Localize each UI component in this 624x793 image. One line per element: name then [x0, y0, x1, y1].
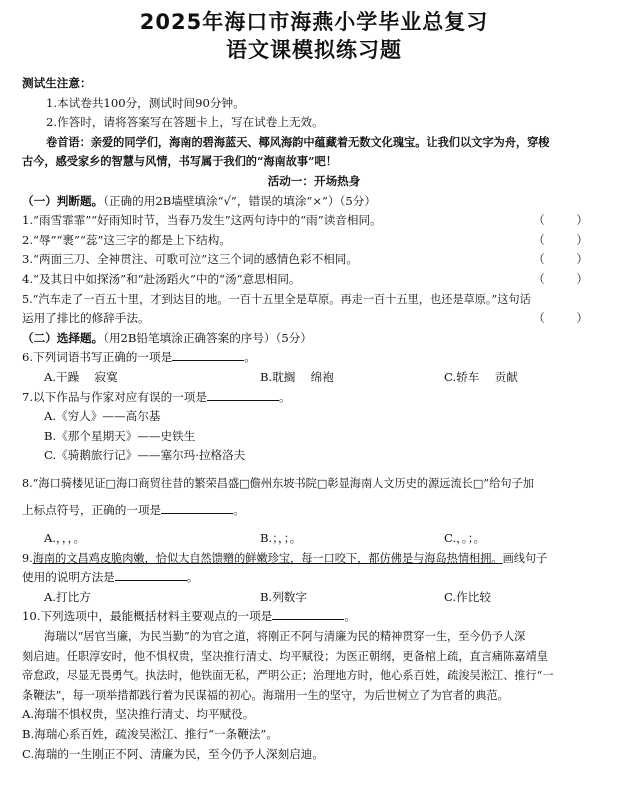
- section1-title: （一）判断题。: [22, 193, 104, 208]
- question-6: 6.下列词语书写正确的一项是 。: [22, 350, 256, 365]
- underlined-sentence: 海南的文昌鸡皮脆肉嫩，恰似大自然馈赠的鲜嫩珍宝，每一口咬下，都仿佛是与海岛热情相拥。: [32, 551, 503, 565]
- question-8-options: [22, 529, 606, 549]
- exam-title-line2: 语文课模拟练习题: [226, 38, 402, 62]
- answer-blank: [172, 348, 244, 361]
- material-line-4: 条鞭法”，每一项举措都践行着为民谋福的初心。海瑞用一生的坚守，为后世树立了为官者的典范。: [22, 688, 509, 702]
- notice-item-2: 2.作答时，请将答案写在答题卡上，写在试卷上无效。: [46, 115, 324, 130]
- question-9-line-1: 9.海南的文昌鸡皮脆肉嫩，恰似大自然馈赠的鲜嫩珍宝，每一口咬下，都仿佛是与海岛热情相拥。画线句子: [22, 551, 548, 565]
- activity-heading: 活动一：开场热身: [267, 173, 361, 188]
- material-line-1: 海瑞以“居官当廉，为民当勤”的为官之道，将刚正不阿与清廉为民的精神贯穿一生，至今仍予人深: [44, 630, 526, 644]
- question-3: [22, 250, 606, 270]
- question-3-text: 3.“两面三刀、全神贯注、可歌可泣”这三个词的感情色彩不相同。: [22, 252, 358, 267]
- question-5-line-2: [22, 309, 606, 329]
- foreword-line-2: 古今，感受家乡的智慧与风情，书写属于我们的“海南故事”吧！: [22, 154, 337, 169]
- section2-instructions: （用2B铅笔填涂正确答案的序号）（5分）: [103, 330, 312, 345]
- material-line-2: 刻启迪。任职淳安时，他不惧权贵，坚决推行清丈、均平赋役；为医正朝纲，更备棺上疏，直言痛陈嘉靖皇: [22, 649, 548, 663]
- question-2: [22, 231, 606, 251]
- question-8-line-1: 8.“海口骑楼见证□海口商贸往昔的繁荣昌盛□儋州东坡书院□彰显海南人文历史的源远流长□”给句子加: [22, 476, 534, 490]
- option-c: C.，。；。: [444, 531, 486, 546]
- question-10-option-c: C.海瑞的一生刚正不阿、清廉为民，至今仍予人深刻启迪。: [22, 746, 324, 761]
- answer-blank: [272, 607, 344, 620]
- question-8-stem: 上标点符号，正确的一项是: [22, 503, 162, 518]
- foreword-line-1: 卷首语：亲爱的同学们，海南的碧海蓝天、椰风海韵中蕴藏着无数文化瑰宝。让我们以文字为舟，穿梭: [46, 134, 550, 149]
- option-a: A.打比方: [44, 589, 91, 604]
- question-1: [22, 211, 606, 231]
- answer-blank: [161, 501, 233, 514]
- question-10-option-a: A.海瑞不惧权贵，坚决推行清丈、均平赋役。: [22, 707, 255, 722]
- answer-blank: [115, 568, 187, 581]
- question-7-option-b: B.《那个星期天》——史铁生: [44, 428, 196, 443]
- answer-blank: [207, 388, 279, 401]
- question-10-option-b: B.海瑞心系百姓，疏浚吴淞江、推行“一条鞭法”。: [22, 727, 278, 741]
- question-5-text: 运用了排比的修辞手法。: [22, 311, 150, 326]
- exam-title-line1: 2025年海口市海燕小学毕业总复习: [139, 10, 489, 34]
- section2-heading: [22, 329, 606, 349]
- answer-paren: （ ）: [533, 213, 602, 228]
- question-10-stem: 10.下列选项中，最能概括材料主要观点的一项是: [22, 609, 273, 624]
- notice-item-1: 1.本试卷共100分，测试时间90分钟。: [46, 95, 245, 110]
- question-1-text: 1.“雨雪霏霏”“好雨知时节，当春乃发生”这两句诗中的“雨”读音相同。: [22, 213, 382, 228]
- question-9-stem: 使用的说明方法是: [22, 570, 115, 585]
- question-6-stem: 6.下列词语书写正确的一项是: [22, 350, 173, 365]
- question-10: 10.下列选项中，最能概括材料主要观点的一项是 。: [22, 609, 356, 624]
- option-a: A.，，，。: [44, 531, 86, 546]
- question-7-option-a: A.《穷人》——高尔基: [44, 409, 161, 424]
- answer-paren: （ ）: [533, 232, 602, 247]
- option-b: B.列数字: [260, 589, 307, 604]
- option-c: C.轿车 贡献: [444, 369, 518, 384]
- answer-paren: （ ）: [533, 311, 602, 326]
- section2-title: （二）选择题。: [22, 330, 104, 345]
- question-9-options: [22, 588, 606, 608]
- option-b: B.；，；。: [260, 531, 302, 546]
- question-9-line-2: 使用的说明方法是 。: [22, 570, 199, 585]
- option-b: B.耽搁 绵袍: [260, 369, 334, 384]
- question-7-stem: 7.以下作品与作家对应有误的一项是: [22, 389, 207, 404]
- option-a: A.干躁 寂寞: [44, 369, 118, 384]
- section1-heading: [22, 192, 606, 212]
- option-c: C.作比较: [444, 589, 491, 604]
- question-4: [22, 270, 606, 290]
- question-7: 7.以下作品与作家对应有误的一项是 。: [22, 389, 291, 404]
- answer-paren: （ ）: [533, 252, 602, 267]
- answer-paren: （ ）: [533, 271, 602, 286]
- section1-instructions: （正确的用2B墙壁填涂“√”，错误的填涂“×”）（5分）: [103, 193, 376, 208]
- material-line-3: 帝怠政，尽显无畏勇气。执法时，他铁面无私，严明公正；治理地方时，他心系百姓，疏浚吴淞江、推行“一: [22, 669, 554, 683]
- question-4-text: 4.“及其日中如探汤”和“赴汤蹈火”中的“汤”意思相同。: [22, 271, 301, 286]
- question-7-option-c: C.《骑鹅旅行记》——塞尔玛·拉格洛夫: [44, 448, 246, 463]
- question-6-options: [22, 368, 606, 388]
- question-8-line-2: 上标点符号，正确的一项是 。: [22, 503, 245, 518]
- question-2-text: 2.“辱”“裹”“蕊”这三字的都是上下结构。: [22, 232, 231, 247]
- question-5-line-1: 5.“汽车走了一百五十里，才到达目的地。一百十五里全是草原。再走一百十五里，也还是草原。”这句话: [22, 292, 531, 306]
- notice-heading: 测试生注意：: [22, 76, 92, 90]
